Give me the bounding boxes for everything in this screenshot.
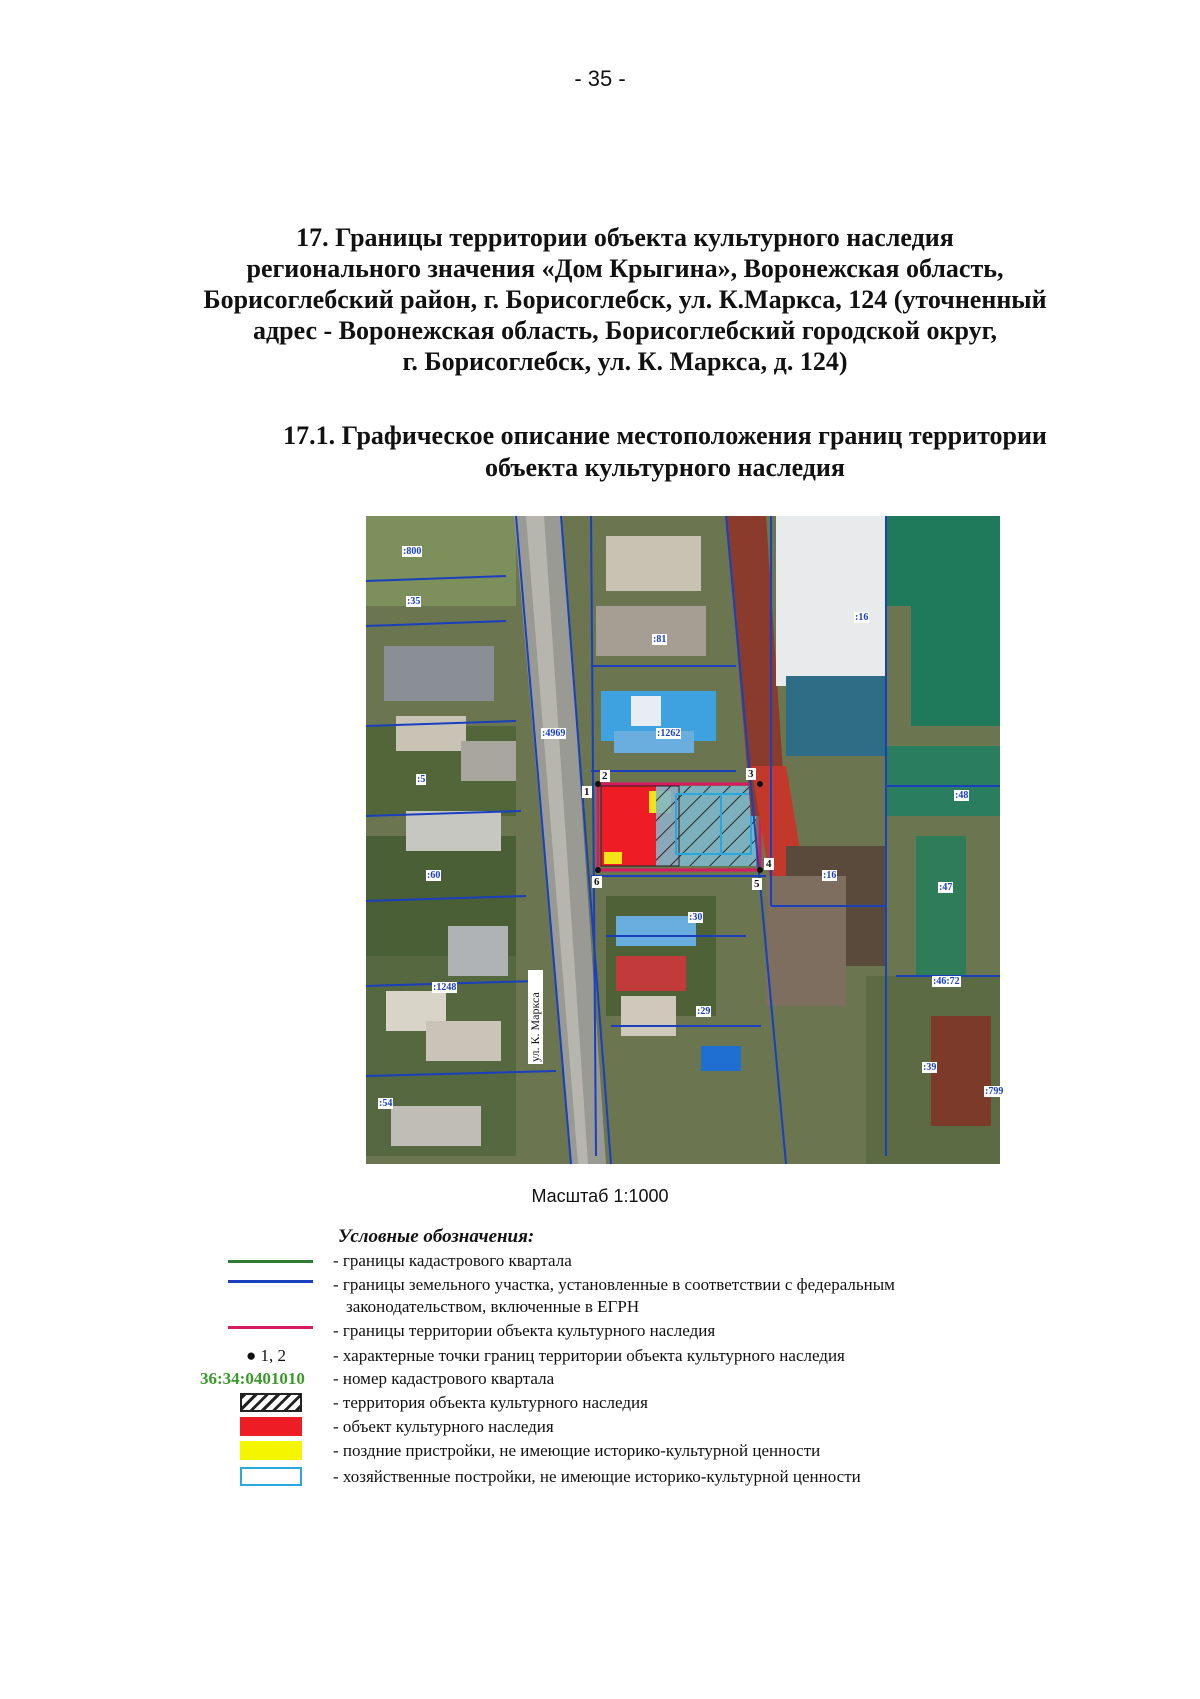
yellow-fill-symbol [240,1441,302,1460]
parcel-label: :800 [403,546,422,557]
legend-item [0,1320,1200,1344]
subheading-line: объекта культурного наследия [485,453,845,482]
heading-line: г. Борисоглебск, ул. К. Маркса, д. 124) [402,347,848,376]
legend-item [0,1466,1200,1490]
cadastral-number-symbol: 36:34:0401010 [200,1369,305,1388]
parcel-label: :47 [939,882,953,893]
legend-item [0,1368,1200,1392]
legend-text: - хозяйственные постройки, не имеющие историко-культурной ценности [333,1467,861,1486]
legend-item [0,1416,1200,1440]
parcel-label: :54 [379,1098,393,1109]
legend-text: законодательством, включенные в ЕГРН [346,1297,640,1316]
section-heading [190,222,1060,377]
parcel-label: :16 [823,870,837,881]
street-label: ул. К. Маркса [528,970,543,1064]
parcel-label: :30 [689,912,703,923]
heading-line: регионального значения «Дом Крыгина», Воронежская область, [246,254,1004,283]
parcel-label: :4969 [542,728,566,739]
parcel-label: :81 [653,634,667,645]
legend-item [0,1250,1200,1274]
parcel-label: :29 [697,1006,711,1017]
parcel-label: :1248 [433,982,457,993]
parcel-label: :48 [955,790,969,801]
magenta-line-symbol [228,1326,313,1329]
legend-item [0,1274,1200,1320]
legend-item [0,1440,1200,1464]
heading-line: 17. Границы территории объекта культурного наследия [296,223,954,252]
legend-item [0,1345,1200,1369]
parcel-label: :39 [923,1062,937,1073]
point-symbol: ● 1, 2 [246,1346,287,1365]
map-scale: Масштаб 1:1000 [531,1186,669,1206]
green-line-symbol [228,1260,313,1263]
parcel-label: :1262 [657,728,681,739]
map-svg [366,516,1000,1164]
legend-text: - номер кадастрового квартала [333,1369,555,1388]
legend-title: Условные обозначения: [338,1226,535,1247]
point-label: 3 [748,768,754,780]
parcel-label: :5 [417,774,426,785]
heading-line: адрес - Воронежская область, Борисоглебский городской округ, [253,316,997,345]
point-label: 4 [766,858,772,870]
point-label: 2 [602,770,608,782]
legend-text: - границы кадастрового квартала [333,1251,572,1270]
point-label: 5 [754,878,760,890]
parcel-label: :46:72 [933,976,960,987]
point-label: 1 [584,786,590,798]
subsection-heading [270,420,1060,484]
hatch-symbol [240,1393,302,1412]
legend-item [0,1392,1200,1416]
legend-text: - характерные точки границ территории объекта культурного наследия [333,1346,845,1365]
legend-text: - объект культурного наследия [333,1417,554,1436]
legend-text: - границы территории объекта культурного наследия [333,1321,716,1340]
parcel-label: :35 [407,596,421,607]
subheading-line: 17.1. Графическое описание местоположения границ территории [283,421,1047,450]
aerial-map [366,516,1004,1164]
point-symbol-label: 1, 2 [260,1346,287,1365]
parcel-label: :60 [427,870,441,881]
blue-outline-symbol [240,1467,302,1486]
blue-line-symbol [228,1280,313,1283]
legend-text: - поздние пристройки, не имеющие историко-культурной ценности [333,1441,821,1460]
page-number: - 35 - [574,66,626,91]
parcel-label: :16 [855,612,869,623]
red-fill-symbol [240,1417,302,1436]
heading-line: Борисоглебский район, г. Борисоглебск, ул. К.Маркса, 124 (уточненный [203,285,1047,314]
legend-text: - границы земельного участка, установленные в соответствии с федеральным [333,1275,895,1294]
legend-text: - территория объекта культурного наследия [333,1393,648,1412]
point-label: 6 [594,876,600,888]
parcel-label: :799 [985,1086,1004,1097]
